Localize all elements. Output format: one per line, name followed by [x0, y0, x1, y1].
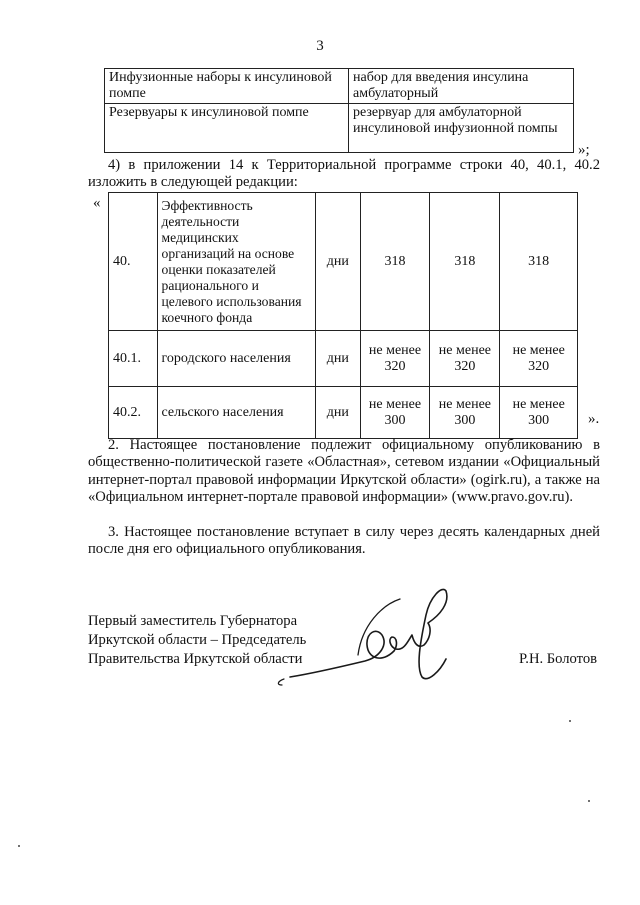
indicator-name: сельского населения [157, 387, 316, 439]
unit-cell: дни [316, 193, 360, 331]
closing-quote-mark: ». [588, 411, 600, 427]
indicator-name: городского населения [157, 331, 316, 387]
table-cell: набор для введения инсулина амбулаторный [349, 69, 574, 104]
table-row [105, 104, 574, 153]
value-cell: 318 [360, 193, 430, 331]
value-cell: не менее 300 [430, 387, 500, 439]
closing-quote-mark: »; [578, 142, 590, 158]
signatory-title-line: Первый заместитель Губернатора [88, 613, 298, 629]
value-cell: не менее 320 [360, 331, 430, 387]
value-cell: не менее 300 [500, 387, 578, 439]
handwritten-signature [270, 585, 470, 695]
unit-cell: дни [316, 331, 360, 387]
scan-speck [569, 720, 571, 722]
value-cell: 318 [430, 193, 500, 331]
signatory-name: Р.Н. Болотов [519, 651, 598, 667]
value-cell: не менее 320 [500, 331, 578, 387]
table-cell: Инфузионные наборы к инсулиновой помпе [105, 69, 349, 104]
table-cell: Резервуары к инсулиновой помпе [105, 104, 349, 153]
paragraph-4: 4) в приложении 14 к Территориальной программе строки 40, 40.1, 40.2 изложить в следующей редакции: [88, 157, 600, 191]
unit-cell: дни [316, 387, 360, 439]
table-row [109, 331, 578, 387]
paragraph-2: 2. Настоящее постановление подлежит официальному опубликованию в общественно-политической газете «Областная», сетевом издании «Официальный интернет-портал правовой информации Иркутской области» (ogirk.ru), а также на «Официальном интернет-портале правовой информации» (www.pravo.gov.ru). [88, 437, 600, 506]
row-number: 40. [109, 193, 158, 331]
paragraph-3: 3. Настоящее постановление вступает в силу через десять календарных дней после дня его официального опубликования. [88, 524, 600, 558]
signatory-title-line: Правительства Иркутской области [88, 651, 303, 667]
table-row [105, 69, 574, 104]
value-cell: 318 [500, 193, 578, 331]
scan-speck [18, 845, 20, 847]
table-row [109, 193, 578, 331]
indicator-name: Эффективность деятельности медицинских организаций на основе оценки показателей рационального и целевого использования коечного фонда [157, 193, 316, 331]
opening-quote-mark: « [93, 195, 101, 211]
value-cell: не менее 320 [430, 331, 500, 387]
signatory-title-line: Иркутской области – Председатель [88, 632, 307, 648]
value-cell: не менее 300 [360, 387, 430, 439]
table-cell: резервуар для амбулаторной инсулиновой инфузионной помпы [349, 104, 574, 153]
scan-speck [588, 800, 590, 802]
row-number: 40.2. [109, 387, 158, 439]
devices-table [104, 68, 574, 153]
page-number: 3 [316, 38, 324, 54]
table-row [109, 387, 578, 439]
indicators-table [108, 192, 578, 439]
row-number: 40.1. [109, 331, 158, 387]
